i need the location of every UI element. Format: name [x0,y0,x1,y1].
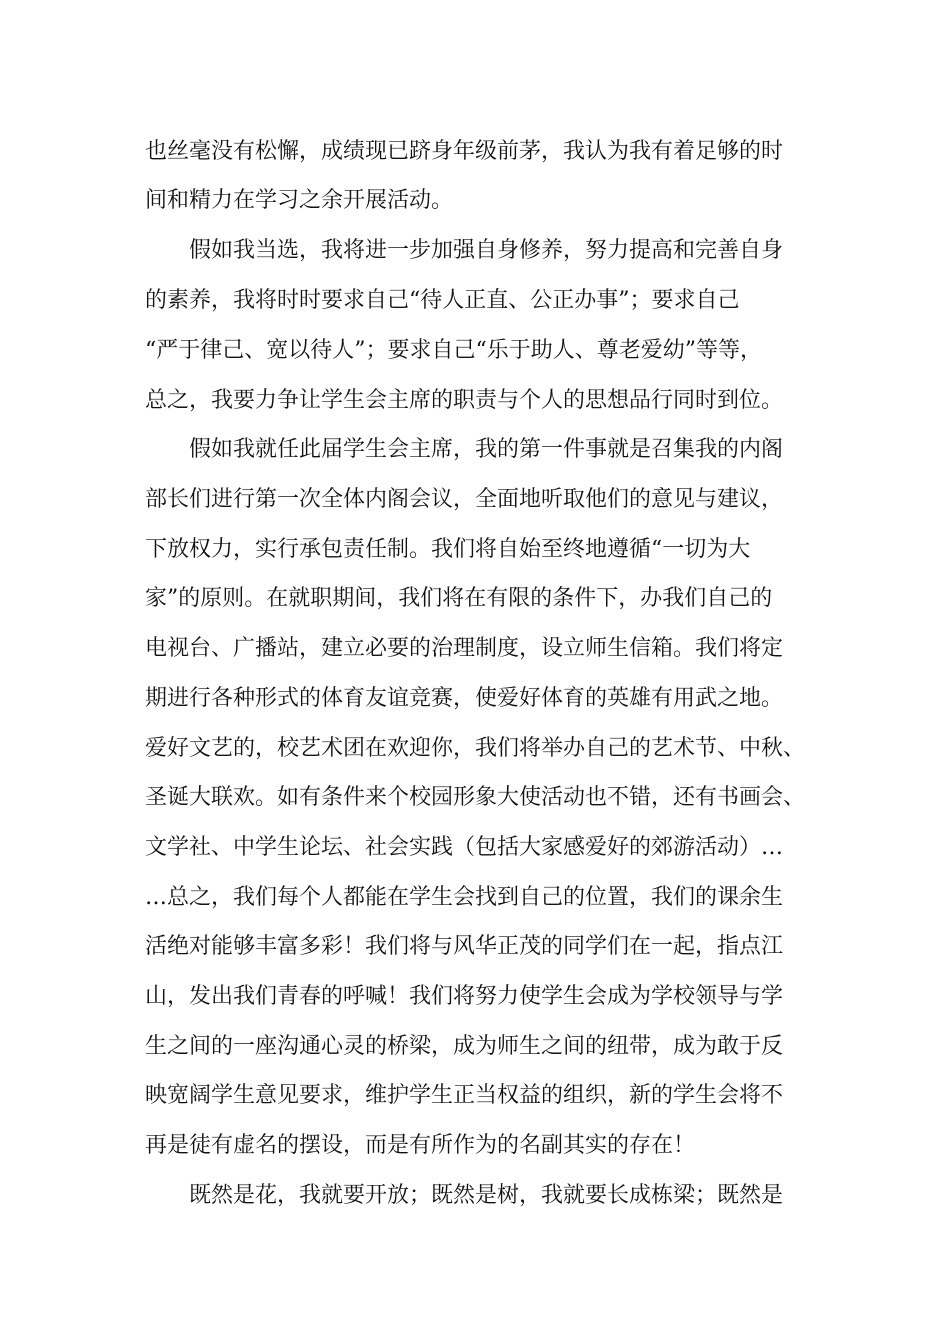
paragraph-first-line: 假如我就任此届学生会主席，我的第一件事就是召集我的内阁 [189,437,784,462]
text-line: 文学社、中学生论坛、社会实践（包括大家感爱好的郊游活动）… [145,835,784,860]
text-line: 的素养，我将时时要求自己“待人正直、公正办事”；要求自己 [145,288,740,313]
text-line: 也丝毫没有松懈，成绩现已跻身年级前茅，我认为我有着足够的时 [145,139,784,164]
text-line: 下放权力，实行承包责任制。我们将自始至终地遵循“一切为大 [145,537,751,562]
paragraph-first-line: 假如我当选，我将进一步加强自身修养，努力提高和完善自身 [189,238,784,263]
text-line: 活绝对能够丰富多彩！我们将与风华正茂的同学们在一起，指点江 [145,934,784,959]
text-line: 生之间的一座沟通心灵的桥梁，成为师生之间的纽带，成为敢于反 [145,1034,784,1059]
text-line: 再是徒有虚名的摆设，而是有所作为的名副其实的存在！ [145,1133,696,1158]
text-line: 部长们进行第一次全体内阁会议，全面地听取他们的意见与建议， [145,487,784,512]
text-line: …总之，我们每个人都能在学生会找到自己的位置，我们的课余生 [145,885,784,910]
text-line: 圣诞大联欢。如有条件来个校园形象大使活动也不错，还有书画会、 [145,785,806,810]
text-line: 映宽阔学生意见要求，维护学生正当权益的组织，新的学生会将不 [145,1083,784,1108]
text-line: 山，发出我们青春的呼喊！我们将努力使学生会成为学校领导与学 [145,984,784,1009]
paragraph-first-line: 既然是花，我就要开放；既然是树，我就要长成栋梁；既然是 [189,1183,784,1208]
text-line: 家”的原则。在就职期间，我们将在有限的条件下，办我们自己的 [145,586,773,611]
text-line: 电视台、广播站，建立必要的治理制度，设立师生信箱。我们将定 [145,636,784,661]
text-line: 期进行各种形式的体育友谊竞赛，使爱好体育的英雄有用武之地。 [145,686,784,711]
text-line: 间和精力在学习之余开展活动。 [145,188,454,213]
text-line: 爱好文艺的，校艺术团在欢迎你，我们将举办自己的艺术节、中秋、 [145,736,806,761]
text-line: “严于律己、宽以待人”；要求自己“乐于助人、尊老爱幼”等等， [145,338,762,363]
text-line: 总之，我要力争让学生会主席的职责与个人的思想品行同时到位。 [145,388,784,413]
